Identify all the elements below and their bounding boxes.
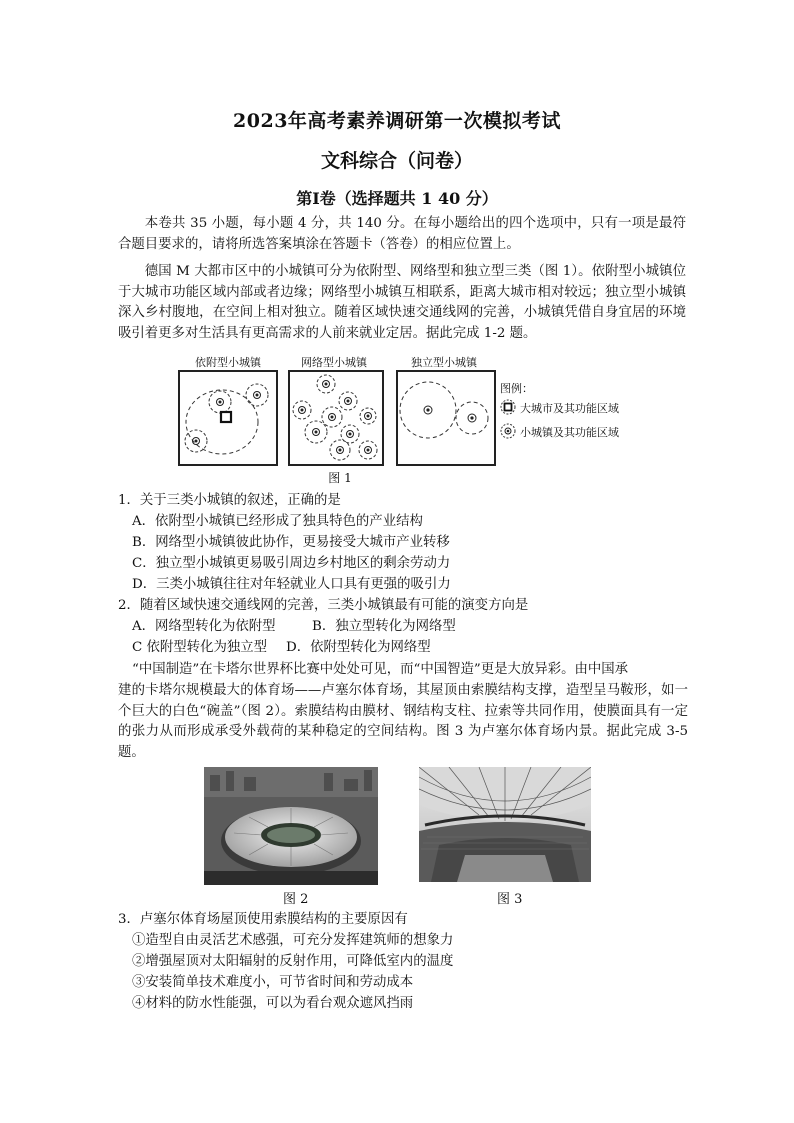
panel-label-dependent: 依附型小城镇 xyxy=(195,356,261,369)
q1-option-b: B．网络型小城镇彼此协作，更易接受大城市产业转移 xyxy=(132,535,450,550)
panel-independent xyxy=(396,370,496,466)
q2-option-b: B．独立型转化为网络型 xyxy=(312,619,456,634)
legend-big-city-label: 大城市及其功能区域 xyxy=(520,402,619,415)
stadium-interior-photo xyxy=(419,767,591,882)
independent-towns-diagram xyxy=(398,372,494,464)
passage-1: 德国 M 大都市区中的小城镇可分为依附型、网络型和独立型三类（图 1）。依附型小城镇位于大城市功能区域内部或者边缘；网络型小城镇互相联系，距离大城市相对较远；独立型小城镇深入乡村腹地，在空间上相对独立。随着区域快速交通线网的完善，小城镇凭借自身宜居的环境吸引着更多对生活具有更高需求的人前来就业定居。据此完成 1-2 题。 xyxy=(118,264,686,341)
q3-option-3: ③安装简单技术难度小，可节省时间和劳动成本 xyxy=(132,975,414,990)
instructions-paragraph: 本卷共 35 小题，每小题 4 分，共 140 分。在每小题给出的四个选项中，只有一项是最符合题目要求的，请将所选答案填涂在答题卡（答卷）的相应位置上。 xyxy=(118,216,686,252)
legend-small-town-label: 小城镇及其功能区域 xyxy=(520,426,619,439)
q3-option-2: ②增强屋顶对太阳辐射的反射作用，可降低室内的温度 xyxy=(132,954,454,969)
network-towns-diagram xyxy=(290,372,382,464)
panel-network xyxy=(288,370,384,466)
q1-option-c: C．独立型小城镇更易吸引周边乡村地区的剩余劳动力 xyxy=(132,556,451,571)
legend-title: 图例： xyxy=(500,382,533,395)
exam-subtitle: 文科综合（问卷） xyxy=(320,150,473,172)
figure-2-caption: 图 2 xyxy=(283,892,309,907)
figure-1-caption: 图 1 xyxy=(328,471,352,485)
big-city-legend-icon xyxy=(500,399,516,415)
q3-option-4: ④材料的防水性能强，可以为看台观众遮风挡雨 xyxy=(132,996,414,1011)
stadium-exterior-photo xyxy=(204,767,378,885)
q2-option-a: A．网络型转化为依附型 xyxy=(132,619,276,634)
panel-dependent xyxy=(178,370,278,466)
passage-2-body: 建的卡塔尔规模最大的体育场——卢塞尔体育场，其屋顶由索膜结构支撑，造型呈马鞍形，如一个巨大的白色“碗盖”（图 2）。索膜结构由膜材、钢结构支柱、拉索等共同作用，使膜面具有一定的张力从而形成承受外载荷的某种稳定的空间结构。图 3 为卢塞尔体育场内景。据此完成 3-5 题。 xyxy=(118,683,688,760)
q3-stem: 3．卢塞尔体育场屋顶使用索膜结构的主要原因有 xyxy=(118,912,408,927)
small-town-legend-icon xyxy=(500,423,516,439)
q2-stem: 2．随着区域快速交通线网的完善，三类小城镇最有可能的演变方向是 xyxy=(118,598,529,613)
passage-2-first-line: “中国制造”在卡塔尔世界杯比赛中处处可见，而“中国智造”更是大放异彩。由中国承 xyxy=(132,662,629,677)
section-title: 第Ⅰ卷（选择题共 1 40 分） xyxy=(296,189,498,208)
q2-option-d: D．依附型转化为网络型 xyxy=(286,640,431,655)
exam-title: 2023年高考素养调研第一次模拟考试 xyxy=(233,110,561,132)
panel-label-network: 网络型小城镇 xyxy=(301,356,367,369)
dependent-towns-diagram xyxy=(180,372,276,464)
q1-option-d: D．三类小城镇往往对年轻就业人口具有更强的吸引力 xyxy=(132,577,451,592)
q1-option-a: A．依附型小城镇已经形成了独具特色的产业结构 xyxy=(132,514,423,529)
panel-label-independent: 独立型小城镇 xyxy=(411,356,477,369)
q2-option-c: C 依附型转化为独立型 xyxy=(132,640,268,655)
figure-3-caption: 图 3 xyxy=(497,892,523,907)
q3-option-1: ①造型自由灵活艺术感强，可充分发挥建筑师的想象力 xyxy=(132,933,454,948)
q1-stem: 1．关于三类小城镇的叙述，正确的是 xyxy=(118,493,341,508)
